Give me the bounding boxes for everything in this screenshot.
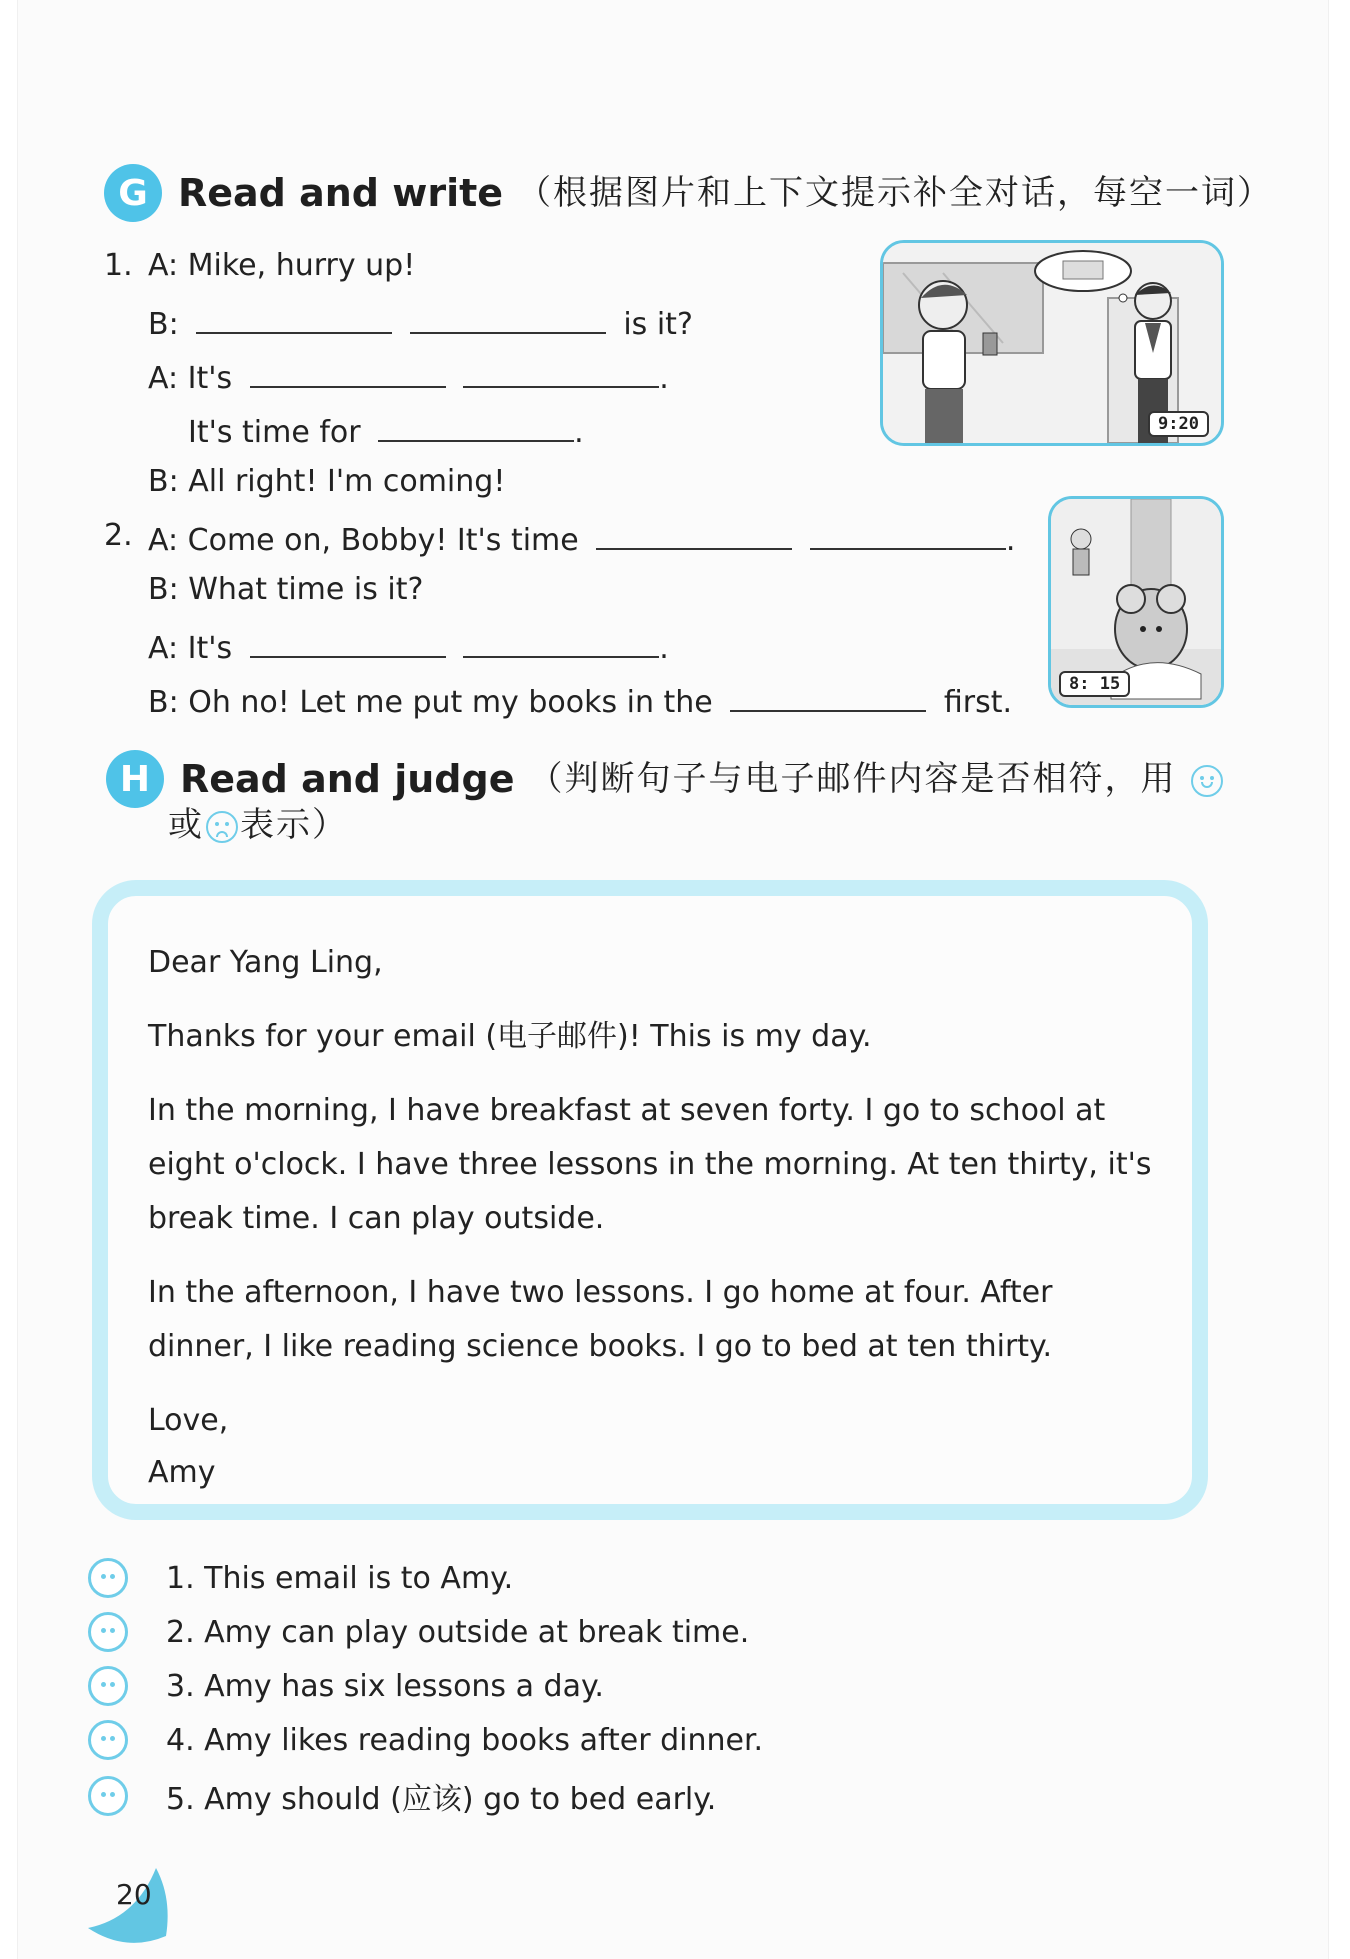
q1-a3-suffix: . bbox=[574, 415, 584, 450]
q1-a3-prefix: It's time for bbox=[188, 415, 361, 450]
q1-line-b2: B: All right! I'm coming! bbox=[148, 464, 506, 499]
q2-a1-prefix: A: Come on, Bobby! It's time bbox=[148, 523, 579, 558]
section-h-badge: H bbox=[106, 750, 164, 808]
section-g-instructions: （根据图片和上下文提示补全对话，每空一词） bbox=[517, 173, 1274, 213]
section-g-header bbox=[104, 164, 1273, 222]
page-number: 20 bbox=[116, 1878, 152, 1911]
answer-face-icon[interactable] bbox=[88, 1720, 128, 1760]
email-paragraph-1: Thanks for your email (电子邮件)! This is my day. bbox=[148, 1019, 872, 1054]
q1-picture bbox=[880, 240, 1224, 446]
section-h-instructions-2 bbox=[168, 796, 348, 854]
q2-blank-1[interactable] bbox=[596, 518, 792, 550]
q2-picture bbox=[1048, 496, 1224, 708]
q2-blank-5[interactable] bbox=[730, 680, 926, 712]
statement-row bbox=[88, 1774, 716, 1818]
q2-line-b2 bbox=[148, 680, 1012, 720]
q2-blank-3[interactable] bbox=[250, 626, 446, 658]
email-closing: Love, bbox=[148, 1403, 229, 1438]
q2-blank-4[interactable] bbox=[463, 626, 659, 658]
q1-blank-4[interactable] bbox=[463, 356, 659, 388]
statement-row bbox=[88, 1612, 749, 1652]
q1-line-a1: A: Mike, hurry up! bbox=[148, 248, 416, 283]
q1-a2-suffix: . bbox=[659, 361, 669, 396]
q2-b2-suffix: first. bbox=[943, 685, 1013, 720]
q1-b1-prefix: B: bbox=[148, 307, 179, 342]
section-g-badge: G bbox=[104, 164, 162, 222]
q2-line-a2 bbox=[148, 626, 669, 666]
section-h-title: Read and judge bbox=[180, 757, 515, 801]
statement-row bbox=[88, 1666, 604, 1706]
section-h-note-part1: （判断句子与电子邮件内容是否相符，用 bbox=[528, 759, 1177, 799]
section-h-note-part3: 表示） bbox=[240, 805, 348, 845]
q2-blank-2[interactable] bbox=[810, 518, 1006, 550]
q1-blank-2[interactable] bbox=[410, 302, 606, 334]
email-paragraph-2: In the morning, I have breakfast at seven forty. I go to school at eight o'clock. I have three lessons in the morning. At ten thirty, it's break time. I can play outside. bbox=[148, 1093, 1152, 1236]
statement-row bbox=[88, 1558, 513, 1598]
q1-blank-3[interactable] bbox=[250, 356, 446, 388]
statement-text: 1. This email is to Amy. bbox=[166, 1560, 514, 1596]
q2-a1-suffix: . bbox=[1005, 523, 1016, 558]
q2-clock: 8: 15 bbox=[1059, 671, 1130, 697]
section-h-instructions-1 bbox=[529, 750, 1226, 808]
q2-a2-prefix: A: It's bbox=[148, 631, 233, 666]
q1-number: 1. bbox=[104, 248, 133, 283]
statement-text: 4. Amy likes reading books after dinner. bbox=[166, 1722, 764, 1758]
statement-text: 3. Amy has six lessons a day. bbox=[166, 1668, 604, 1704]
q2-a2-suffix: . bbox=[659, 631, 669, 666]
q1-line-a2 bbox=[148, 356, 669, 396]
frown-face-icon bbox=[206, 811, 238, 843]
q2-line-b1: B: What time is it? bbox=[148, 572, 424, 607]
statement-row bbox=[88, 1720, 763, 1760]
q2-number: 2. bbox=[104, 518, 133, 553]
email-box bbox=[92, 880, 1208, 1520]
statement-text: 2. Amy can play outside at break time. bbox=[166, 1614, 750, 1650]
statement-text: 5. Amy should (应该) go to bed early. bbox=[166, 1782, 717, 1817]
answer-face-icon[interactable] bbox=[88, 1558, 128, 1598]
email-signature: Amy bbox=[148, 1455, 216, 1490]
q1-clock: 9:20 bbox=[1148, 411, 1209, 437]
answer-face-icon[interactable] bbox=[88, 1612, 128, 1652]
answer-face-icon[interactable] bbox=[88, 1776, 128, 1816]
section-g-title: Read and write bbox=[178, 171, 504, 215]
section-h-note-part2: 或 bbox=[168, 805, 204, 845]
q1-b1-suffix: is it? bbox=[623, 307, 693, 342]
q1-line-a3 bbox=[188, 410, 584, 450]
q1-line-b1 bbox=[148, 302, 693, 342]
q1-a2-prefix: A: It's bbox=[148, 361, 233, 396]
email-greeting: Dear Yang Ling, bbox=[148, 945, 383, 980]
smile-face-icon bbox=[1191, 765, 1223, 797]
email-paragraph-3: In the afternoon, I have two lessons. I go home at four. After dinner, I like reading science books. I go to bed at ten thirty. bbox=[148, 1275, 1053, 1364]
q2-line-a1 bbox=[148, 518, 1015, 558]
q1-blank-5[interactable] bbox=[378, 410, 574, 442]
q1-blank-1[interactable] bbox=[196, 302, 392, 334]
q2-b2-prefix: B: Oh no! Let me put my books in the bbox=[148, 685, 713, 720]
answer-face-icon[interactable] bbox=[88, 1666, 128, 1706]
